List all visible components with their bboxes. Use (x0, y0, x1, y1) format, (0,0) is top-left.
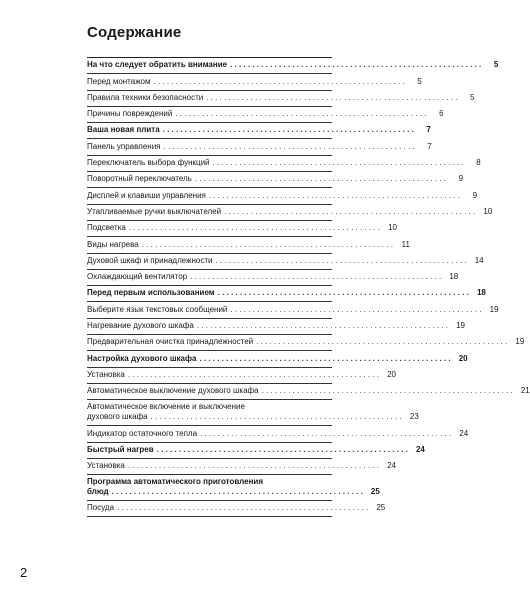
toc-entry-label: Переключатель выбора функций (87, 158, 210, 168)
toc-entry-label: Причины повреждений (87, 109, 173, 119)
toc-entry-label: Перед первым использованием (87, 288, 215, 298)
toc-entry-page: 5 (493, 60, 499, 70)
toc-entry-label: Панель управления (87, 141, 161, 151)
toc-entry-page: 5 (469, 92, 475, 102)
toc-entry-page: 7 (426, 125, 431, 135)
toc-entry-page: 18 (449, 272, 459, 282)
dot-leader: . . . . . . . . . . . . . . . . . . . . . . . . . . . . . . . . . . . . . . . . . . . . . . . . . . . . . . . . . (212, 158, 464, 168)
toc-entry-page: 10 (388, 223, 397, 233)
dot-leader: . . . . . . . . . . . . . . . . . . . . . . . . . . . . . . . . . . . . . . . . . . . . . . . . . . . . . . . . . (196, 321, 449, 331)
toc-entry-label: Виды нагрева (87, 239, 139, 249)
toc-entry-page: 24 (387, 461, 396, 471)
toc-entry-label: Предварительная очистка принадлежностей (87, 337, 254, 347)
toc-entry-label-continued: духового шкафа (87, 412, 148, 422)
toc-entry-page: 6 (439, 109, 444, 119)
dot-leader: . . . . . . . . . . . . . . . . . . . . . . . . . . . . . . . . . . . . . . . . . . . . . . . . . . . . . . . . . (199, 353, 451, 363)
toc-entry[interactable] (87, 270, 459, 286)
dot-leader: . . . . . . . . . . . . . . . . . . . . . . . . . . . . . . . . . . . . . . . . . . . . . . . . . . . . . . . . . (141, 239, 393, 249)
dot-leader: . . . . . . . . . . . . . . . . . . . . . . . . . . . . . . . . . . . . . . . . . . . . . . . . . . . . . . . . . (127, 461, 379, 471)
toc-entry-page: 10 (483, 206, 493, 216)
toc-entry[interactable] (87, 221, 397, 237)
dot-leader: . . . . . . . . . . . . . . . . . . . . . . . . . . . . . . . . . . . . . . . . . . . . . . . . . . . . . . . . . (190, 272, 442, 282)
dot-leader: . . . . . . . . . . . . . . . . . . . . . . . . . . . . . . . . . . . . . . . . . . . . . . . . . . . . . . . . . (256, 337, 508, 347)
toc-entry-page: 19 (489, 304, 499, 314)
toc-entry[interactable] (87, 459, 396, 475)
toc-entry-page: 24 (459, 428, 469, 438)
toc-entry-text (87, 477, 366, 497)
toc-entry-page: 11 (401, 239, 410, 249)
dot-leader: . . . . . . . . . . . . . . . . . . . . . . . . . . . . . . . . . . . . . . . . . . . . . . . . . . . . . . . . . (163, 141, 415, 151)
toc-entry-label: Духовой шкаф и принадлежности (87, 255, 213, 265)
toc-entry-page: 8 (476, 158, 481, 168)
toc-entry-label: Выберите язык текстовых сообщений (87, 304, 228, 314)
toc-entry-page: 25 (370, 487, 380, 497)
toc-entry[interactable] (87, 156, 481, 172)
toc-entry-label: Перед монтажом (87, 76, 151, 86)
dot-leader: . . . . . . . . . . . . . . . . . . . . . . . . . . . . . . . . . . . . . . . . . . . . . . . . . . . . . . . . . (200, 428, 452, 438)
toc-entry[interactable] (87, 254, 484, 270)
toc-entry-label: Дисплей и клавиши управления (87, 190, 206, 200)
toc-entry-page: 19 (456, 321, 466, 331)
dot-leader: . . . . . . . . . . . . . . . . . . . . . . . . . . . . . . . . . . . . . . . . . . . . . . . . . . . . . . . . . (206, 92, 458, 102)
dot-leader: . . . . . . . . . . . . . . . . . . . . . . . . . . . . . . . . . . . . . . . . . . . . . . . . . . . . . . . . . (217, 288, 469, 298)
toc-entry-page: 23 (409, 412, 419, 422)
toc-entry[interactable] (87, 384, 530, 400)
toc-entry[interactable] (87, 205, 493, 221)
toc-entry[interactable] (87, 188, 478, 204)
dot-leader: . . . . . . . . . . . . . . . . . . . . . . . . . . . . . . . . . . . . . . . . . . . . . . . . . . . . . . . . . (117, 503, 369, 513)
toc-entry[interactable] (87, 107, 444, 123)
toc-entry-label: Автоматическое включение и выключение (87, 402, 245, 412)
toc-entry[interactable] (87, 400, 419, 426)
toc-entry[interactable] (87, 286, 486, 302)
toc-entry[interactable] (87, 443, 425, 459)
toc-entry-label: Программа автоматического приготовления (87, 477, 264, 487)
toc-entry[interactable] (87, 74, 422, 90)
dot-leader: . . . . . . . . . . . . . . . . . . . . . . . . . . . . . . . . . . . . . . . . . . . . . . . . . . . . . . . . . (153, 76, 405, 86)
toc-entry-label: Настройка духового шкафа (87, 353, 197, 363)
toc-entry[interactable] (87, 139, 432, 155)
table-of-contents (87, 57, 530, 517)
dot-leader: . . . . . . . . . . . . . . . . . . . . . . . . . . . . . . . . . . . . . . . . . . . . . . . . . . . . . . . . . (224, 206, 476, 216)
toc-entry-page: 9 (472, 190, 478, 200)
toc-entry-page: 20 (458, 353, 468, 363)
toc-entry-label: Индикатор остаточного тепла (87, 428, 198, 438)
toc-entry-label: Утапливаемые ручки выключателей (87, 206, 222, 216)
dot-leader: . . . . . . . . . . . . . . . . . . . . . . . . . . . . . . . . . . . . . . . . . . . . . . . . . . . . . . . . . (150, 412, 402, 422)
toc-entry[interactable] (87, 368, 396, 384)
toc-entry-label: Охлаждающий вентилятор (87, 272, 188, 282)
toc-entry-label: Посуда (87, 503, 115, 513)
toc-entry-label: На что следует обратить внимание (87, 60, 228, 70)
toc-entry-page: 9 (458, 174, 464, 184)
toc-entry[interactable] (87, 237, 410, 253)
toc-entry[interactable] (87, 426, 469, 442)
toc-entry-text (87, 402, 405, 422)
toc-entry-label: Нагревание духового шкафа (87, 321, 194, 331)
toc-entry-label: Подсветка (87, 223, 126, 233)
toc-entry[interactable] (87, 172, 464, 188)
dot-leader: . . . . . . . . . . . . . . . . . . . . . . . . . . . . . . . . . . . . . . . . . . . . . . . . . . . . . . . . . (215, 255, 467, 265)
toc-entry[interactable] (87, 58, 499, 74)
toc-entry[interactable] (87, 475, 380, 501)
dot-leader: . . . . . . . . . . . . . . . . . . . . . . . . . . . . . . . . . . . . . . . . . . . . . . . . . . . . . . . . . (230, 60, 482, 70)
toc-entry-label: Ваша новая плита (87, 125, 160, 135)
dot-leader: . . . . . . . . . . . . . . . . . . . . . . . . . . . . . . . . . . . . . . . . . . . . . . . . . . . . . . . . . (261, 386, 513, 396)
toc-entry-label: Установка (87, 461, 125, 471)
toc-entry-page: 7 (427, 141, 432, 151)
toc-entry-page: 14 (474, 255, 484, 265)
dot-leader: . . . . . . . . . . . . . . . . . . . . . . . . . . . . . . . . . . . . . . . . . . . . . . . . . . . . . . . . . (175, 109, 427, 119)
dot-leader: . . . . . . . . . . . . . . . . . . . . . . . . . . . . . . . . . . . . . . . . . . . . . . . . . . . . . . . . . (162, 125, 414, 135)
page-title: Содержание (87, 24, 182, 41)
dot-leader: . . . . . . . . . . . . . . . . . . . . . . . . . . . . . . . . . . . . . . . . . . . . . . . . . . . . . . . . . (127, 369, 379, 379)
toc-entry[interactable] (87, 501, 386, 517)
toc-entry[interactable] (87, 319, 466, 335)
toc-entry[interactable] (87, 335, 525, 351)
toc-entry-page: 21 (520, 386, 530, 396)
dot-leader: . . . . . . . . . . . . . . . . . . . . . . . . . . . . . . . . . . . . . . . . . . . . . . . . . . . . . . . . . (230, 304, 482, 314)
toc-entry-label: Установка (87, 369, 125, 379)
toc-entry-page: 19 (515, 337, 525, 347)
toc-entry[interactable] (87, 123, 431, 139)
toc-entry-label: Поворотный переключатель (87, 174, 192, 184)
toc-entry-page: 18 (476, 288, 486, 298)
toc-entry-label: Правила техники безопасности (87, 92, 204, 102)
toc-entry[interactable] (87, 91, 475, 107)
toc-entry-label: Автоматическое выключение духового шкафа (87, 386, 259, 396)
dot-leader: . . . . . . . . . . . . . . . . . . . . . . . . . . . . . . . . . . . . . . . . . . . . . . . . . . . . . . . . . (128, 223, 380, 233)
toc-entry-label-continued: блюд (87, 487, 109, 497)
dot-leader: . . . . . . . . . . . . . . . . . . . . . . . . . . . . . . . . . . . . . . . . . . . . . . . . . . . . . . . . . (208, 190, 461, 200)
toc-entry-page: 25 (376, 503, 386, 513)
toc-entry[interactable] (87, 302, 499, 318)
toc-entry-label: Быстрый нагрев (87, 444, 154, 454)
page-number: 2 (20, 565, 28, 580)
toc-entry-page: 20 (387, 369, 396, 379)
dot-leader: . . . . . . . . . . . . . . . . . . . . . . . . . . . . . . . . . . . . . . . . . . . . . . . . . . . . . . . . . (111, 487, 363, 497)
dot-leader: . . . . . . . . . . . . . . . . . . . . . . . . . . . . . . . . . . . . . . . . . . . . . . . . . . . . . . . . . (194, 174, 447, 184)
dot-leader: . . . . . . . . . . . . . . . . . . . . . . . . . . . . . . . . . . . . . . . . . . . . . . . . . . . . . . . . . (156, 444, 408, 454)
toc-entry[interactable] (87, 351, 468, 367)
toc-entry-page: 5 (417, 76, 422, 86)
toc-entry-page: 24 (415, 444, 425, 454)
